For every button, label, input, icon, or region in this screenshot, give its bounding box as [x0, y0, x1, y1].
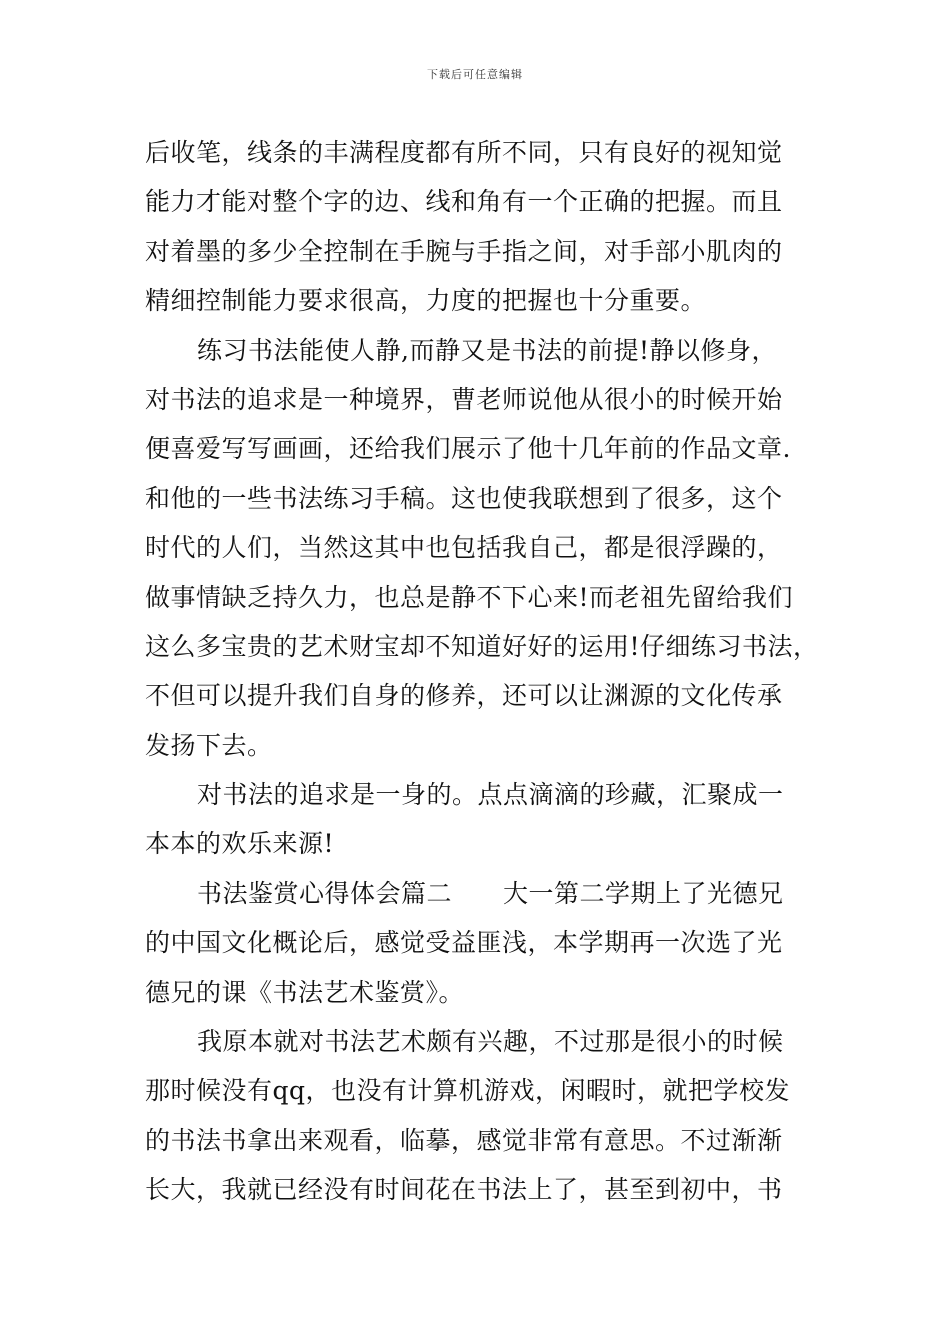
text-line: 德兄的课《书法艺术鉴赏》。	[145, 977, 465, 1007]
text-line: 的书法书拿出来观看，临摹，感觉非常有意思。不过渐渐	[145, 1125, 783, 1155]
text-line: 书法鉴赏心得体会篇二 大一第二学期上了光德兄	[197, 878, 784, 908]
body-text	[145, 128, 825, 1215]
text-line: 这么多宝贵的艺术财宝却不知道好好的运用!仔细练习书法，	[145, 631, 819, 661]
text-line: 和他的一些书法练习手稿。这也使我联想到了很多，这个	[145, 483, 783, 513]
text-line: 的中国文化概论后，感觉受益匪浅，本学期再一次选了光	[145, 928, 783, 958]
text-line: 对书法的追求是一身的。点点滴滴的珍藏，汇聚成一	[197, 780, 784, 810]
text-line: 发扬下去。	[145, 730, 273, 760]
text-line: 不但可以提升我们自身的修养，还可以让渊源的文化传承	[145, 681, 783, 711]
text-line: 做事情缺乏持久力，也总是静不下心来!而老祖先留给我们	[145, 582, 794, 612]
text-line: 便喜爱写写画画，还给我们展示了他十几年前的作品文章.	[145, 434, 791, 464]
text-line: 后收笔，线条的丰满程度都有所不同，只有良好的视知觉	[145, 138, 783, 167]
text-line: 那时候没有qq，也没有计算机游戏，闲暇时，就把学校发	[145, 1076, 791, 1106]
text-line: 精细控制能力要求很高，力度的把握也十分重要。	[145, 286, 707, 316]
text-line: 能力才能对整个字的边、线和角有一个正确的把握。而且	[145, 187, 783, 217]
text-line: 对着墨的多少全控制在手腕与手指之间，对手部小肌肉的	[145, 236, 783, 266]
text-line: 练习书法能使人静,而静又是书法的前提!静以修身，	[197, 335, 777, 365]
text-line: 我原本就对书法艺术颇有兴趣，不过那是很小的时候	[197, 1027, 784, 1057]
header-note: 下载后可任意编辑	[427, 68, 523, 81]
text-line: 时代的人们，当然这其中也包括我自己，都是很浮躁的，	[145, 533, 783, 563]
text-line: 长大，我就已经没有时间花在书法上了，甚至到初中，书	[145, 1175, 783, 1205]
text-line: 本本的欢乐来源!	[145, 829, 335, 859]
text-line: 对书法的追求是一种境界，曹老师说他从很小的时候开始	[145, 384, 783, 414]
